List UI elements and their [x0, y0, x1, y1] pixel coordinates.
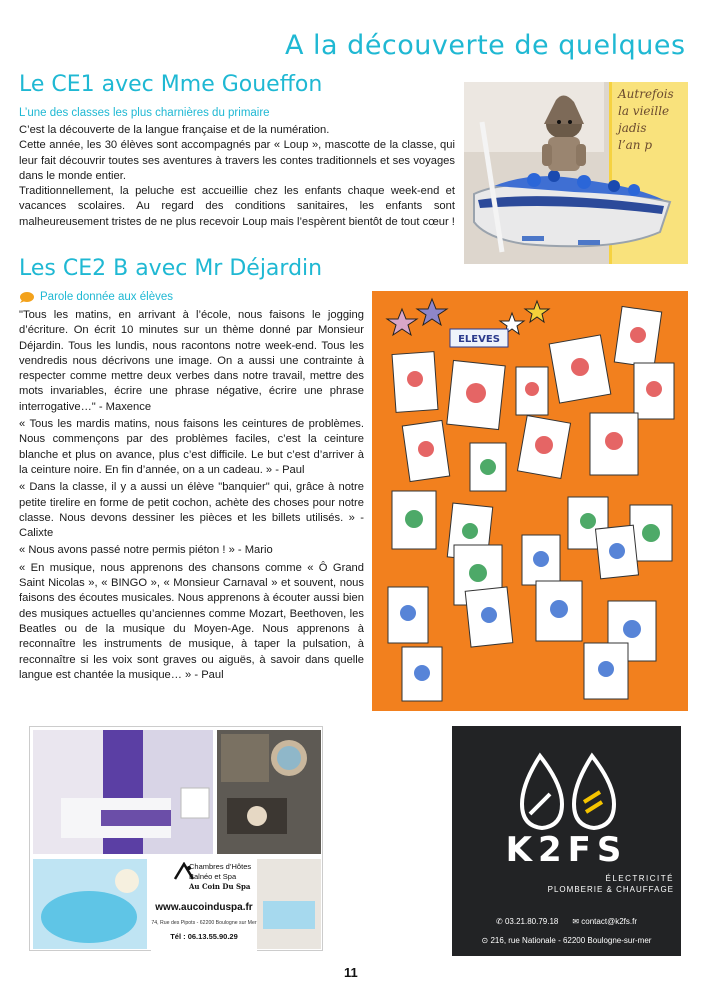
k2fs-brand: K2FS — [505, 830, 628, 870]
spa-tagline — [189, 862, 251, 892]
spa-address: 74, Rue des Pipots - 62200 Boulogne sur Mer — [151, 920, 257, 926]
speech-bubble-icon — [19, 292, 34, 303]
k2fs-contacts — [452, 917, 681, 926]
ce1-body — [19, 123, 455, 230]
ce2-heading: Les CE2 B avec Mr Déjardin — [19, 256, 323, 281]
spa-website[interactable]: www.aucoinduspa.fr — [155, 902, 253, 913]
k2fs-phone-row — [496, 917, 558, 926]
k2fs-email-row — [572, 917, 637, 926]
handwritten-line: la vieille — [618, 104, 670, 118]
ce1-subtitle: L’une des classes les plus charnières du primaire — [19, 107, 270, 119]
spa-info-panel — [151, 858, 257, 951]
page-title: A la découverte de quelques — [285, 30, 686, 61]
page-number: 11 — [344, 965, 358, 980]
mail-icon: ✉ — [572, 917, 582, 926]
speech-label-text: Parole donnée aux élèves — [40, 291, 173, 303]
student-quote: "Tous les matins, en arrivant à l’école, nous faisons le jogging d’écriture. On écrit 10 minutes sur un thème donné par Monsieur Déjardin. Tous les lundis, nous racontons notre week-end. Tous les vendredis nous décrivons une image. On a aussi une contrainte à respecter comme mettre deux verbes dans notre travail, mettre des mots invariables, écrire une phrase négative, écrire une phrase interrogative…" - Maxence — [19, 309, 364, 413]
handwritten-line: jadis — [618, 121, 647, 135]
speech-label — [19, 291, 173, 303]
student-quote: « En musique, nous apprenons des chansons comme « Ô Grand Saint Nicolas », « BINGO », « Monsieur Carnaval » et souvent, nous faisons des écoutes musicales. Nous apprenons à écouter aussi bien des musiques actuelles qu’anciennes comme Mozart, Beethoven, les Beatles ou de la musique du Moyen-Age. Nous apprenons à reconnaître les instruments de musique, à taper la pulsation, à reconnaître si les voix sont graves ou aiguës, à savoir dans quelle langue est chantée la musique… » - Paul — [19, 561, 364, 681]
phone-icon: ✆ — [496, 917, 505, 926]
student-quote: « Nous avons passé notre permis piéton ! » - Mario — [19, 544, 273, 557]
handwritten-poem — [618, 86, 674, 154]
ce2-class-board-photo — [372, 291, 688, 711]
k2fs-service-2: PLOMBERIE & CHAUFFAGE — [547, 885, 674, 894]
student-quote: « Tous les mardis matins, nous faisons les ceintures de problèmes. Nous commençons par des problèmes faciles, c’est la ceinture blanche et plus on avance, plus c’est difficile. Le but c’est d’arriver à la ceinture noire. En fin d’année, on a un cadeau. » - Paul — [19, 418, 364, 476]
k2fs-service-1: ÉLECTRICITÉ — [605, 874, 674, 883]
spa-photos — [31, 728, 323, 856]
ad-au-coin-du-spa[interactable] — [29, 726, 323, 951]
location-pin-icon: ⊙ — [481, 936, 491, 945]
k2fs-email[interactable]: contact@k2fs.fr — [581, 917, 637, 926]
k2fs-address-row — [452, 936, 681, 945]
handwritten-line: l’an p — [618, 138, 653, 152]
ce1-paragraph: C’est la découverte de la langue française et de la numération. — [19, 124, 330, 136]
ce1-paragraph: Traditionnellement, la peluche est accueillie chez les enfants chaque week-end et vacances scolaires. Au regard des conditions sanitaires, les enfants sont malheureusement tristes de ne plus recevoir Loup mais l’espèrent bientôt de tout cœur ! — [19, 185, 455, 228]
k2fs-phone[interactable]: 03.21.80.79.18 — [504, 917, 559, 926]
handwritten-line: Autrefois — [618, 87, 674, 101]
class-board-illustration — [372, 291, 688, 711]
k2fs-address: 216, rue Nationale - 62200 Boulogne-sur-mer — [490, 936, 652, 945]
ce1-paragraph: Cette année, les 30 élèves sont accompagnés par « Loup », mascotte de la classe, qui leur fait découvrir toutes ses aventures à travers les contes traditionnels et ses voyages dans le monde entier. — [19, 139, 455, 182]
ce1-heading: Le CE1 avec Mme Goueffon — [19, 72, 323, 97]
spa-brand: Au Coin Du Spa — [189, 882, 251, 891]
spa-line1: Chambres d’Hôtes — [189, 862, 252, 871]
ce2-body — [19, 308, 364, 685]
spa-line2: Balnéo et Spa — [189, 872, 237, 881]
k2fs-drops-logo-icon — [512, 748, 622, 838]
board-label: ELEVES — [458, 334, 500, 345]
ce1-mascot-photo — [464, 82, 688, 264]
spa-phone[interactable]: Tél : 06.13.55.90.29 — [170, 932, 238, 941]
student-quote: « Dans la classe, il y a aussi un élève "banquier" qui, grâce à notre petite tirelire en forme de petit cochon, achète des choses pour notre classe. Nous devons dessiner les pièces et les billets utilisés. » - Calixte — [19, 481, 364, 540]
ad-k2fs[interactable] — [452, 726, 681, 956]
